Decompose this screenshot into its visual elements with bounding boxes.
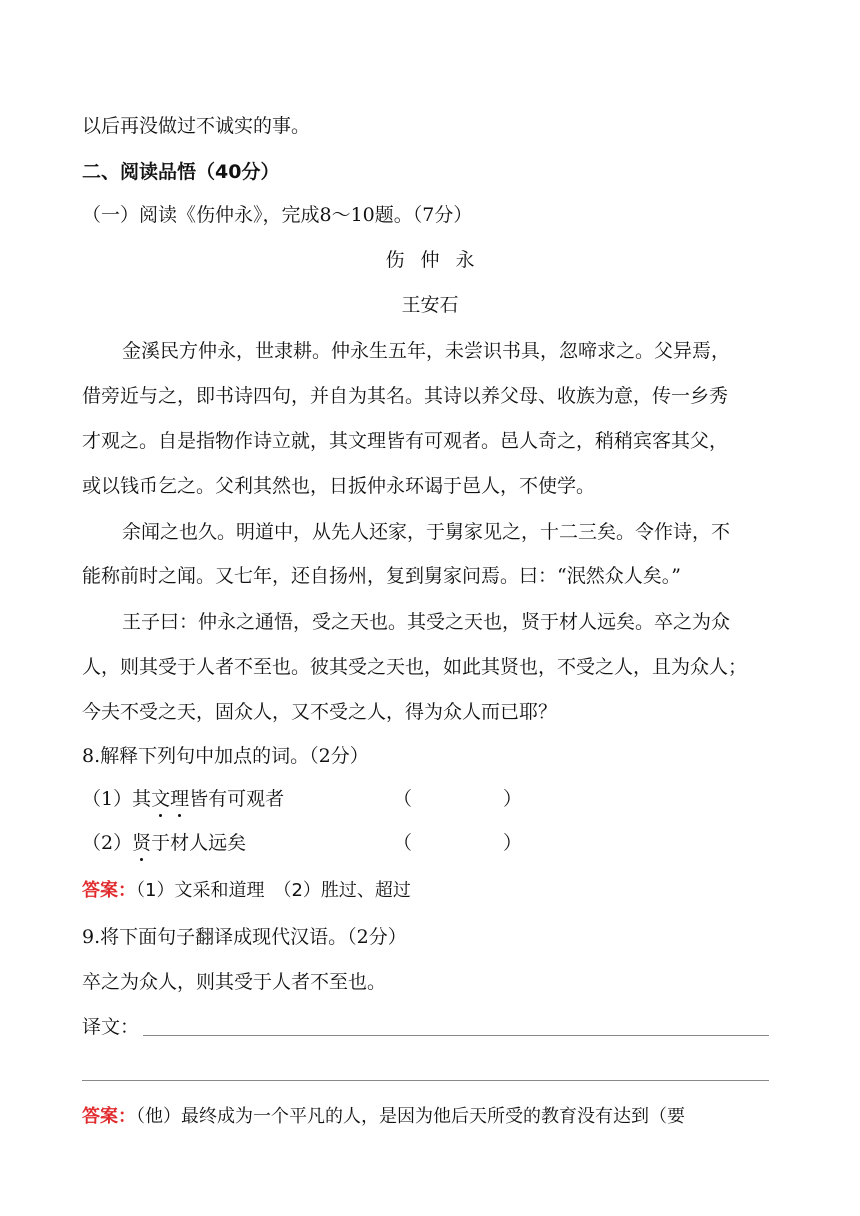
question-8-item-2: （2）贤于材人远矣 xyxy=(82,832,247,854)
translation-label: 译文： xyxy=(82,1016,140,1038)
answer-line xyxy=(143,1035,769,1036)
author-name: 王安石 xyxy=(401,294,459,316)
dotted-word: 贤 xyxy=(132,832,152,854)
answer-9: 答案：（他）最终成为一个平凡的人，是因为他后天所受的教育没有达到（要 xyxy=(82,1106,685,1127)
answer-label: 答案： xyxy=(82,1106,136,1127)
question-8-item-1: （1）其文理皆有可观者 xyxy=(82,788,285,810)
answer-label: 答案： xyxy=(82,880,136,901)
dotted-word: 文 xyxy=(151,788,171,810)
poem-title xyxy=(0,248,860,272)
question-9-sentence: 卒之为众人，则其受于人者不至也。 xyxy=(82,971,387,993)
question-9: 9.将下面句子翻译成现代汉语。（2分） xyxy=(82,926,407,948)
section-heading: 二、阅读品悟（40分） xyxy=(82,161,280,183)
paragraph-line: 借旁近与之，即书诗四句，并自为其名。其诗以养父母、收族为意，传一乡秀 xyxy=(82,385,729,407)
paragraph-line: 才观之。自是指物作诗立就，其文理皆有可观者。邑人奇之，稍稍宾客其父， xyxy=(82,430,729,452)
paragraph-line: 金溪民方仲永，世隶耕。仲永生五年，未尝识书具，忽啼求之。父异焉， xyxy=(122,340,731,362)
title-char: 永 xyxy=(455,249,475,271)
text-line: 以后再没做过不诚实的事。 xyxy=(82,115,311,137)
dotted-word: 理 xyxy=(170,788,190,810)
paragraph-line: 余闻之也久。明道中，从先人还家，于舅家见之，十二三矣。令作诗，不 xyxy=(122,521,731,543)
paragraph-line: 能称前时之闻。又七年，还自扬州，复到舅家问焉。曰：“泯然众人矣。” xyxy=(82,565,681,587)
answer-blank-close: ） xyxy=(503,832,523,854)
question-8: 8.解释下列句中加点的词。（2分） xyxy=(82,745,369,767)
answer-blank-open: （ xyxy=(393,788,413,810)
paragraph-line: 今夫不受之天，固众人，又不受之人，得为众人而已耶？ xyxy=(82,701,558,723)
answer-blank-open: （ xyxy=(393,832,413,854)
paragraph-line: 或以钱币乞之。父利其然也，日扳仲永环谒于邑人，不使学。 xyxy=(82,475,596,497)
answer-8: 答案：（1）文采和道理 （2）胜过、超过 xyxy=(82,880,411,901)
subsection-heading: （一）阅读《伤仲永》，完成8～10题。（7分） xyxy=(82,204,473,226)
paragraph-line: 王子曰：仲永之通悟，受之天也。其受之天也，贤于材人远矣。卒之为众 xyxy=(122,611,731,633)
paragraph-line: 人，则其受于人者不至也。彼其受之天也，如此其贤也，不受之人，且为众人； xyxy=(82,656,748,678)
title-char: 伤 xyxy=(385,249,405,271)
title-char: 仲 xyxy=(420,249,440,271)
answer-blank-close: ） xyxy=(503,788,523,810)
answer-line xyxy=(82,1080,769,1081)
